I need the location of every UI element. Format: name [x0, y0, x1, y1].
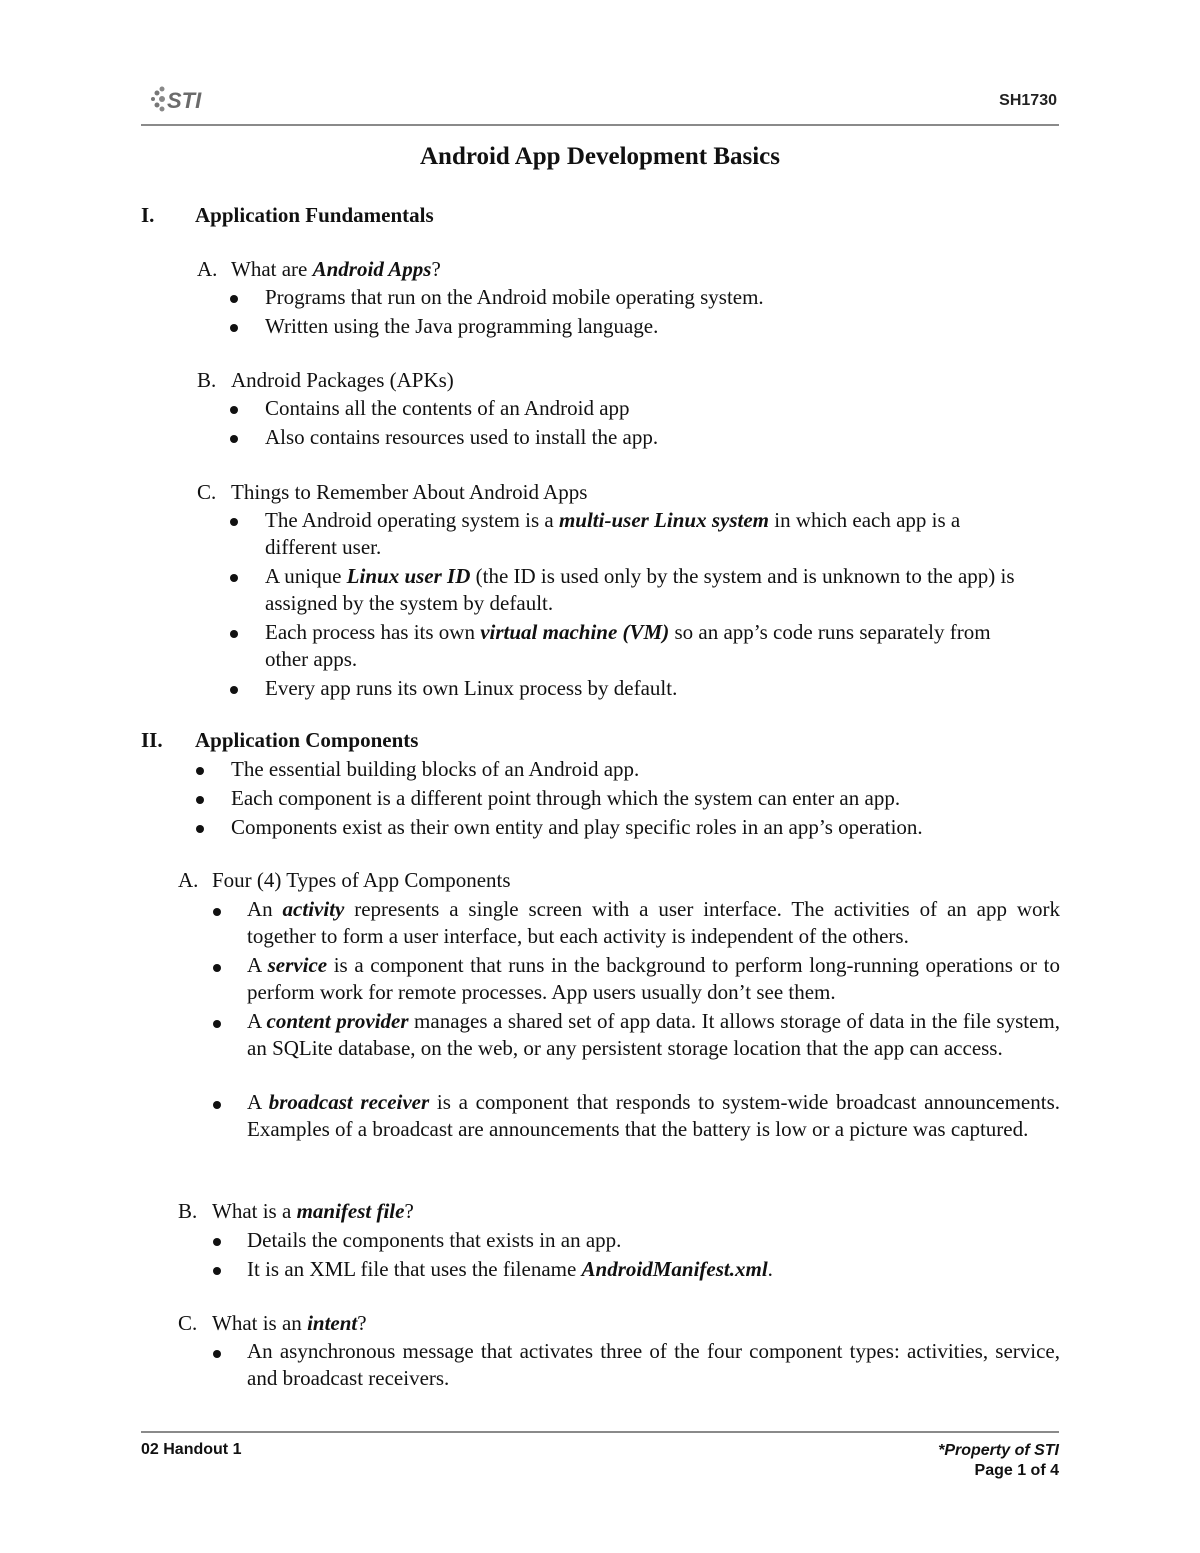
list-item: Every app runs its own Linux process by default.: [265, 676, 678, 700]
page-title: Android App Development Basics: [419, 143, 780, 170]
sti-logo-icon: [147, 84, 217, 114]
list-item: The Android operating system is a multi-user Linux system in which each app is a different user.: [265, 508, 961, 559]
handout-label: 02 Handout 1: [141, 1441, 242, 1458]
bullet-dot: [213, 1267, 221, 1275]
subsection-label: B.: [178, 1199, 198, 1223]
subsection-label: B.: [197, 368, 217, 392]
subsection-label: C.: [178, 1311, 198, 1335]
bullet-dot: [196, 767, 204, 775]
list-item: It is an XML file that uses the filename AndroidManifest.xml.: [247, 1257, 773, 1281]
list-item: A service is a component that runs in the background to perform long-running operations or to perform work for remote processes. App users usually don’t see them.: [247, 953, 1060, 1004]
page-header: [141, 80, 1059, 126]
subsection-label: C.: [197, 480, 217, 504]
sti-logo: [147, 84, 217, 114]
section-number: II.: [141, 728, 163, 752]
bullet-dot: [230, 630, 238, 638]
bullet-dot: [213, 1101, 221, 1109]
section-heading: Application Fundamentals: [195, 203, 434, 227]
bullet-dot: [213, 1238, 221, 1246]
subsection-heading: What is an intent?: [212, 1311, 367, 1335]
subsection-label: A.: [197, 257, 218, 281]
bullet-dot: [230, 518, 238, 526]
section-number: I.: [141, 203, 155, 227]
subsection-heading: What are Android Apps?: [231, 257, 441, 281]
list-item: Contains all the contents of an Android app: [265, 396, 630, 420]
bullet-dot: [196, 825, 204, 833]
list-item: Programs that run on the Android mobile operating system.: [265, 285, 764, 309]
page-number: Page 1 of 4: [974, 1462, 1059, 1479]
subsection-heading: Four (4) Types of App Components: [212, 868, 511, 892]
list-item: A unique Linux user ID (the ID is used only by the system and is unknown to the app) is assigned by the system by default.: [265, 564, 1015, 615]
list-item: Also contains resources used to install the app.: [265, 425, 659, 449]
list-item: Each process has its own virtual machine (VM) so an app’s code runs separately from other apps.: [265, 620, 991, 671]
bullet-dot: [213, 1020, 221, 1028]
page-footer: [141, 1431, 1059, 1479]
subsection-heading: What is a manifest file?: [212, 1199, 414, 1223]
bullet-dot: [230, 686, 238, 694]
subsection-label: A.: [178, 868, 199, 892]
bullet-dot: [213, 964, 221, 972]
list-item: Details the components that exists in an app.: [247, 1228, 622, 1252]
svg-text:STI: STI: [167, 88, 202, 113]
list-item: Written using the Java programming language.: [265, 314, 659, 338]
bullet-dot: [230, 295, 238, 303]
bullet-dot: [213, 1350, 221, 1358]
list-item: A broadcast receiver is a component that responds to system-wide broadcast announcements. Examples of a broadcast are announcements that the battery is low or a picture was captured.: [247, 1090, 1060, 1141]
subsection-heading: Things to Remember About Android Apps: [231, 480, 588, 504]
bullet-dot: [213, 908, 221, 916]
bullet-dot: [230, 435, 238, 443]
bullet-dot: [230, 406, 238, 414]
list-item: An asynchronous message that activates three of the four component types: activities, service, and broadcast receivers.: [247, 1339, 1060, 1390]
section-heading: Application Components: [195, 728, 419, 752]
property-notice: *Property of STI: [938, 1442, 1059, 1459]
subsection-heading: Android Packages (APKs): [231, 368, 454, 392]
document-code: SH1730: [999, 92, 1057, 109]
bullet-dot: [196, 796, 204, 804]
list-item: The essential building blocks of an Android app.: [231, 757, 640, 781]
list-item: Components exist as their own entity and play specific roles in an app’s operation.: [231, 815, 923, 839]
list-item: A content provider manages a shared set of app data. It allows storage of data in the file system, an SQLite database, on the web, or any persistent storage location that the app can access.: [247, 1009, 1061, 1060]
bullet-dot: [230, 324, 238, 332]
footer-right: [938, 1441, 1059, 1481]
list-item: Each component is a different point through which the system can enter an app.: [231, 786, 901, 810]
bullet-dot: [230, 574, 238, 582]
list-item: An activity represents a single screen with a user interface. The activities of an app work together to form a user interface, but each activity is independent of the others.: [247, 897, 1060, 948]
